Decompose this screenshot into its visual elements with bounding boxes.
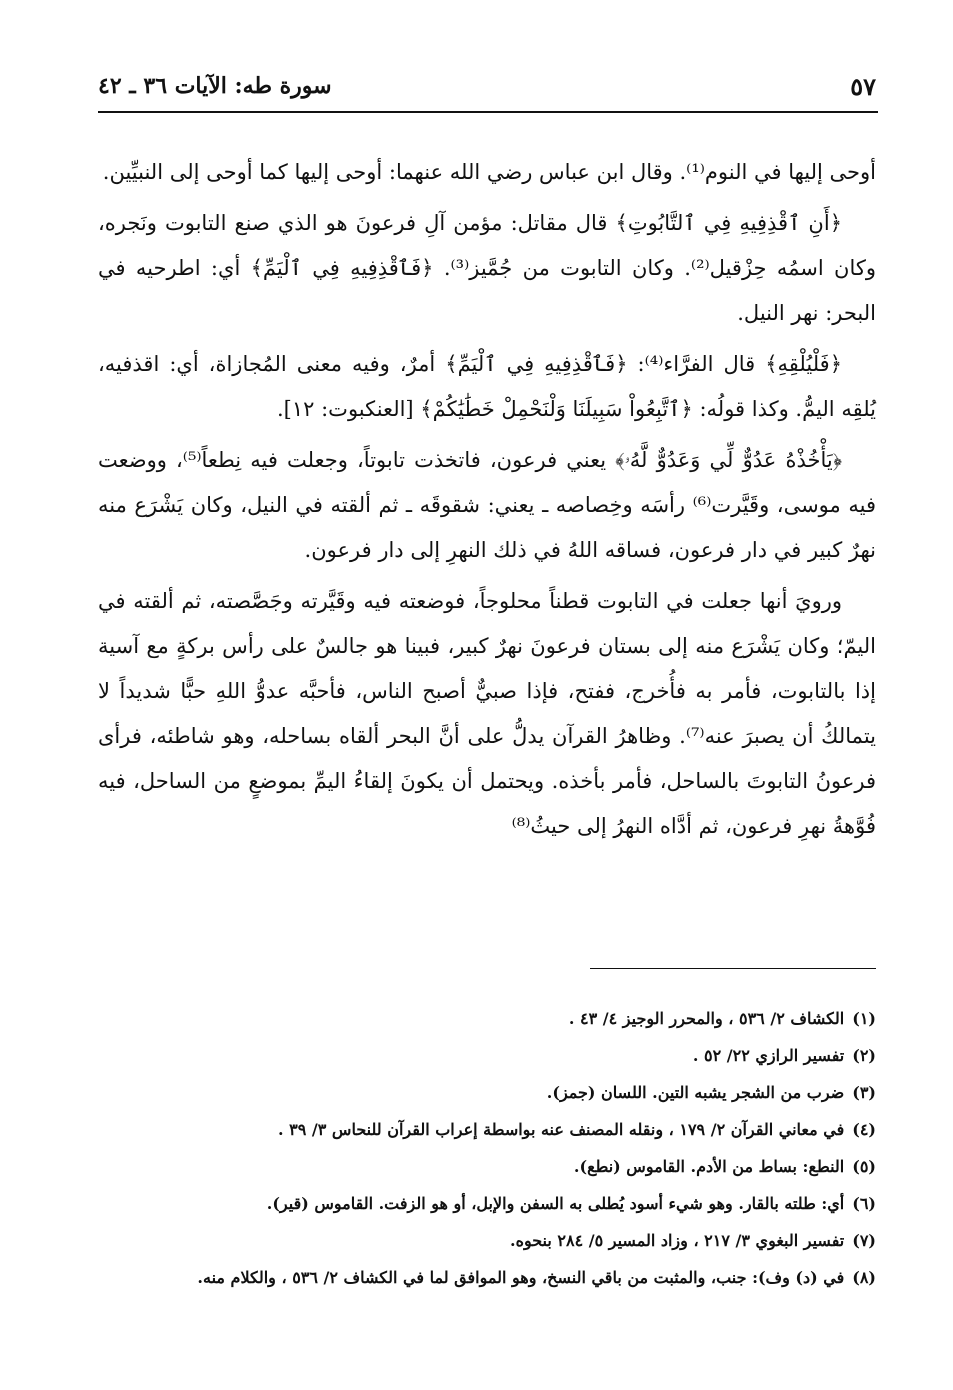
footnote-text: أي: طلته بالقار. وهو شيء أسود يُطلى به السفن والإبل، أو هو الزفت. القاموس (قير). (266, 1194, 845, 1213)
paragraph: ﴿أَنِ ٱقْذِفِيهِ فِي ٱلتَّابُوتِ﴾ قال مقاتل: مؤمن آلِ فرعونَ هو الذي صنع التابوت ونَجره، وكان اسمُه حِزْقيل⁽²⁾. وكان التابوت من جُمَّيز⁽³⁾. ﴿فَٱقْذِفِيهِ فِي ٱلْيَمِّ﴾ أي: اطرحيه في البحر: نهر النيل. (98, 211, 876, 325)
main-text (98, 150, 876, 855)
footnote-number: (٢) (852, 1046, 876, 1065)
paragraph: ﴿فَلْيُلْقِهِ﴾ قال الفرَّاء⁽⁴⁾: ﴿فَٱقْذِفِيهِ فِي ٱلْيَمِّ﴾ أمرٌ، وفيه معنى المُجازاة، أي: اقذفيه، يُلقِه اليمُّ. وكذا قولُه: ﴿ٱتَّبِعُواْ سَبِيلَنَا وَلْنَحْمِلْ خَطَٰيَٰكُمْ﴾ [العنكبوت: ١٢]. (98, 352, 876, 421)
paragraph: أوحى إليها في النوم⁽¹⁾. وقال ابن عباس رضي الله عنهما: أوحى إليها كما أوحى إلى النبيِّين. (102, 160, 876, 184)
header-rule (98, 111, 878, 113)
footnote (98, 1111, 876, 1148)
footnote-number: (٣) (852, 1083, 876, 1102)
footnote-number: (٦) (852, 1194, 876, 1213)
footnote (98, 1148, 876, 1185)
footnote-text: تفسير البغوي ٣/ ٢١٧ ، وزاد المسير ٥/ ٢٨٤ بنحوه. (510, 1231, 845, 1250)
footnote (98, 1000, 876, 1037)
footnote-text: النطع: بساط من الأدم. القاموس (نطع). (573, 1157, 845, 1176)
running-title: سورة طه: الآيات ٣٦ ـ ٤٢ (98, 73, 332, 99)
footnote (98, 1037, 876, 1074)
page-number: ٥٧ (850, 71, 876, 101)
footnote-number: (١) (852, 1009, 876, 1028)
footnote-text: تفسير الرازي ٢٢/ ٥٢ . (692, 1046, 845, 1065)
footnote-text: في معاني القرآن ٢/ ١٧٩ ، ونقله المصنف عنه بواسطة إعراب القرآن للنحاس ٣/ ٣٩ . (278, 1120, 845, 1139)
footnote (98, 1185, 876, 1222)
footnote (98, 1074, 876, 1111)
page-header (98, 66, 876, 106)
footnote-text: ضرب من الشجر يشبه التين. اللسان (جمز). (546, 1083, 845, 1102)
footnotes (98, 1000, 876, 1296)
footnote-number: (٥) (852, 1157, 876, 1176)
footnote-number: (٤) (852, 1120, 876, 1139)
footnote-text: الكشاف ٢/ ٥٣٦ ، والمحرر الوجيز ٤/ ٤٣ . (568, 1009, 845, 1028)
paragraph: ورويَ أنها جعلت في التابوت قطناً محلوجاً، فوضعته فيه وقَيَّرته وجَصَّصته، ثم ألقته في اليمّ؛ وكان يَشْرَع منه إلى بستان فرعونَ نهرٌ كبير، فبينا هو جالسٌ على رأس بركةٍ مع آسية إذا بالتابوت، فأمر به فأُخرج، ففتح، فإذا صبيٌّ أصبح الناس، فأحبَّه عدوُّ اللهِ حبًّا شديداً لا يتمالكُ أن يصبرَ عنه⁽⁷⁾. وظاهرُ القرآن يدلُّ على أنَّ البحر ألقاه بساحله، وهو شاطئه، فرأى فرعونُ التابوتَ بالساحل، فأمر بأخذه. ويحتمل أن يكونَ إلقاءُ اليمِّ بموضعٍ من الساحل، فيه فُوَّهةُ نهرِ فرعون، ثم أدَّاه النهرُ إلى حيثُ⁽⁸⁾ (98, 589, 876, 838)
footnote-text: في (د) وف): جنب، والمثبت من باقي النسخ، وهو الموافق لما في الكشاف ٢/ ٥٣٦ ، والكلام منه. (197, 1268, 845, 1287)
footnote-rule (590, 968, 876, 969)
footnote-number: (٨) (852, 1268, 876, 1287)
paragraph: ﴿يَأْخُذْهُ عَدُوٌّ لِّي وَعَدُوٌّ لَّهُۥ﴾ يعني فرعون، فاتخذت تابوتاً، وجعلت فيه نِطعاً⁽⁵⁾، ووضعت فيه موسى، وقَيَّرت⁽⁶⁾ رأسَه وخِصاصه ـ يعني: شقوقَه ـ ثم ألقته في النيل، وكان يَشْرَع منه نهرٌ كبير في دار فرعون، فساقه اللهُ في ذلك النهرِ إلى دار فرعون. (98, 448, 876, 562)
footnote (98, 1259, 876, 1296)
footnote (98, 1222, 876, 1259)
footnote-number: (٧) (852, 1231, 876, 1250)
